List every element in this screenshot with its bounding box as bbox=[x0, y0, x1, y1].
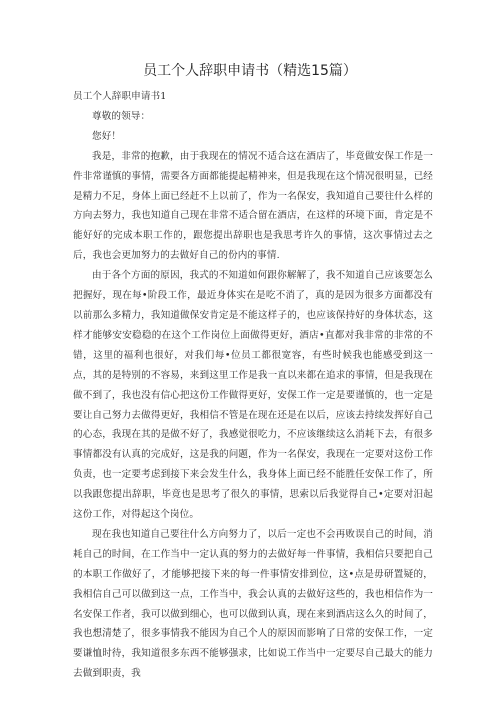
salutation: 尊敬的领导： bbox=[92, 110, 151, 122]
greeting: 您好！ bbox=[92, 130, 122, 142]
document-subheading: 员工个人辞职申请书1 bbox=[73, 91, 167, 102]
document-title: 员工个人辞职申请书（精选15篇） bbox=[143, 63, 357, 79]
body-paragraph: 现在我也知道自己要往什么方向努力了，以后一定也不会再败误自己的时间，消耗自己的时间，在工作当中一定认真的努力的去做好每一件事情，我相信只要把自己的本职工作做好了，才能够把接下来的每一件事情安排到位，这•点是毋研置疑的，我相信自己可以做到这一点，工作当中，我会认真的去做好这些的，我也相信作为一名安保工作者，我可以做到细心，也可以做到认真，现在来到酒店这么久的时间了，我也想清楚了，很多事情我不能因为自己个人的原因而影响了日常的安保工作，一定要谦恤时待，我知道很多东西不能够强求，比如说工作当中一定要尽自己最大的能力去做到职责，我 bbox=[73, 528, 433, 680]
body-paragraph: 我是，非常的抱歉，由于我现在的情况不适合这在酒店了，毕竟做安保工作是一件非常谨慎的事情，需要各方面都能提起精神来，但是我现在这个情况很明显，已经是精力不足，身体上面已经赶不上以前了，作为一名保安，我知道自己要往什么样的方向去努力，我也知道自己现在非常不适合留在酒店，在这样的环境下面，肯定是不能好好的完成本职工作的，跟您提出辞职也是我思考许久的事情，这次事情过去之后，我也会更加努力的去做好自己的份内的事情. bbox=[73, 150, 433, 262]
document-body bbox=[73, 87, 433, 684]
body-paragraph: 由于各个方面的原因，我式的不知道如何跟你解解了，我不知道自己应该要怎么把握好，现在每•阶段工作，最近身体实在是吃不消了，真的是因为很多方面都没有以前那么多精力，我知道做保安肯定是不能这样子的，也应该保持好的身体状态，这样才能够安安稳稳的在这个工作岗位上面做得更好，酒店•直都对我非常的非常的不错，这里的福利也很好，对我们每•位员工都很宽容，有些时候我也能感受到这一点，其的是特别的不容易，来到这里工作是我一直以来都在追求的事情，但是我现在做不到了，我也没有信心把这份工作做得更好，安保工作一定是要谨慎的，也一定是要让自己努力去做得更好，我相信不管是在现在还是在以后，应该去持续发挥好自己的心态，我现在其的是做不好了，我感觉很吃力，不应该继续这么消耗下去，有很多事情都没有认真的完成好，这是我的问题，作为一名保安，我现在一定要对这份工作负责，也一定要考虑到接下来会发生什么，我身体上面已经不能胜任安保工作了，所以我跟您提出辞职，毕竟也是思考了很久的事情，思索以后我觉得自己•定要对汨起这份工作，对得起这个岗位。 bbox=[73, 270, 433, 521]
